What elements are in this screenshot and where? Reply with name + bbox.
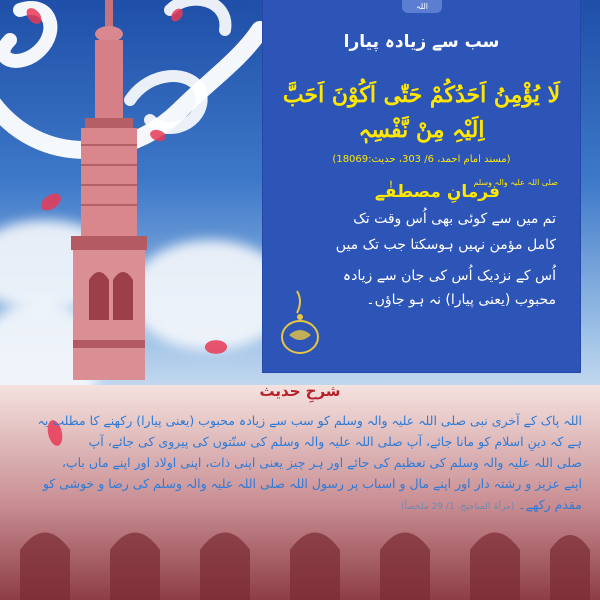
calligraphy-seal-icon — [277, 287, 323, 357]
translation-line-4: محبوب (یعنی پیارا) نہ ہو جاؤں۔ — [366, 292, 556, 308]
translation-line-3: اُس کے نزدیک اُس کی جان سے زیادہ — [342, 268, 556, 284]
sharh-line: مقدم رکھے۔ — [518, 497, 582, 512]
sharh-reference: (مرآۃ المناجیح، 1/ 29 ملخصاً) — [400, 502, 515, 512]
arabic-hadith-line-1: لَا یُؤْمِنُ اَحَدُکُمْ حَتّٰی اَکُوْنَ اَحَبَّ — [282, 82, 561, 108]
farman-title: فرمانِ مصطفٰے — [374, 182, 500, 202]
minaret-illustration — [55, 0, 165, 380]
sharh-line: اپنے عزیز و رشتہ دار اور اپنے مال و اسباب پر رسول اللہ صلی اللہ علیہ والہ وسلم کی رضا و خوشی کو — [42, 476, 582, 491]
translation-line-1: تم میں سے کوئی بھی اُس وقت تک — [353, 211, 556, 227]
sharh-line: اللہ پاک کے آخری نبی صلی اللہ علیہ والہ وسلم کو سب سے زیادہ محبوب (یعنی پیارا) رکھنے کا مطلب یہ — [37, 413, 582, 428]
sharh-title: شرحِ حدیث — [259, 382, 341, 400]
arabic-hadith-line-2: اِلَیْہِ مِنْ نَّفْسِہٖ — [358, 117, 485, 143]
sharh-line: صلی اللہ علیہ والہ وسلم کی تعظیم کی جائے اور ہر چیز یعنی اپنی ذات، اپنی اولاد اور اپنے ماں باپ، — [61, 455, 582, 470]
hadith-panel — [263, 0, 580, 372]
allah-badge: اللہ — [402, 0, 442, 13]
sharh-body — [12, 410, 582, 518]
sharh-last-line — [12, 494, 582, 518]
hadith-reference: (مسند امام احمد، 6/ 303، حدیث:18069) — [332, 154, 511, 165]
farman-salutation: صلی اللہ علیہ والہ وسلم — [473, 178, 558, 187]
translation-line-2: کامل مؤمن نہیں ہوسکتا جب تک میں — [335, 237, 556, 253]
sharh-line: ہے کہ دینِ اسلام کو مانا جائے، آپ صلی اللہ علیہ والہ وسلم کی سنّتوں کی پیروی کی جائے، آپ — [88, 434, 582, 449]
panel-subtitle: سب سے زیادہ پیارا — [343, 32, 500, 52]
